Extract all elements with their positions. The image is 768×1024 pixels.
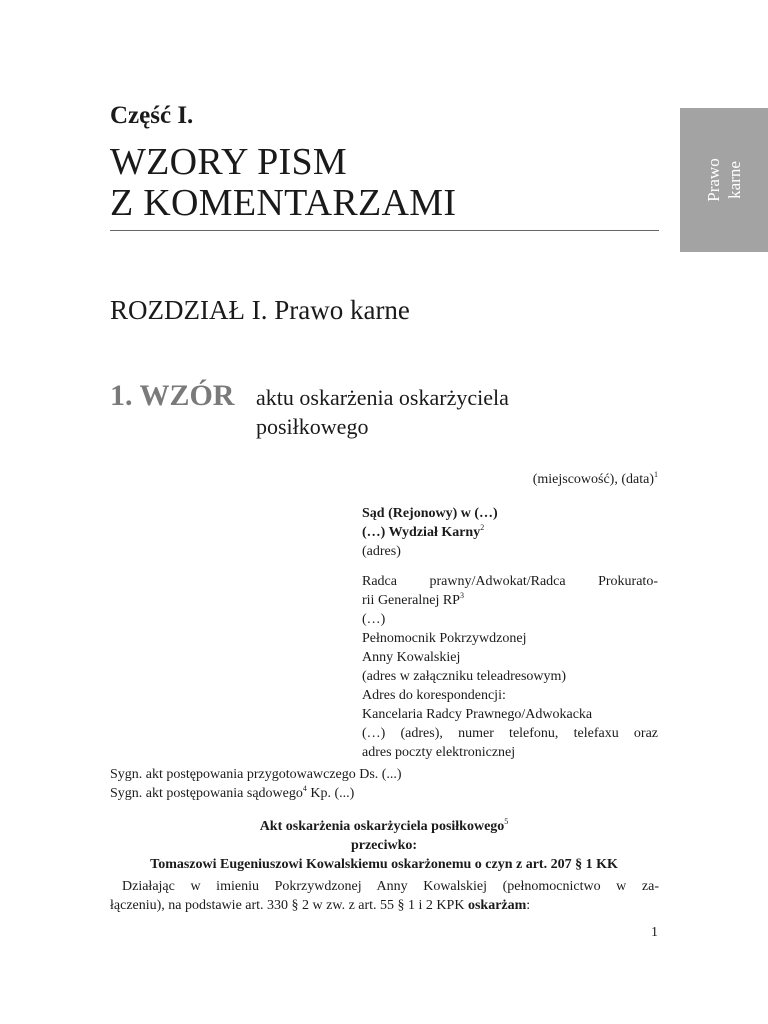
body-paragraph (110, 877, 659, 915)
chapter-heading: ROZDZIAŁ I. Prawo karne (110, 295, 410, 325)
attorney-line-9: (…) (adres), numer telefonu, telefaxu oraz (362, 726, 658, 741)
signature-court-text-b: Kp. (...) (306, 786, 355, 801)
attorney-line-3: (…) (362, 612, 386, 627)
attorney-line-5: Anny Kowalskiej (362, 650, 461, 665)
signature-preparatory: Sygn. akt postępowania przygotowawczego Ds. (...) (110, 767, 402, 782)
indictment-heading (100, 817, 668, 874)
court-division-text: (…) Wydział Karny (362, 525, 481, 540)
indictment-against: przeciwko: (350, 838, 418, 853)
attorney-line-8: Kancelaria Radcy Prawnego/Adwokacka (362, 707, 593, 722)
template-title (256, 383, 656, 441)
attorney-line-1: Radca prawny/Adwokat/Radca Prokurato- (362, 574, 658, 589)
footnote-ref-3: 3 (459, 591, 464, 600)
attorney-block (362, 572, 658, 762)
attorney-line-6: (adres w załączniku teleadresowym) (362, 669, 567, 684)
section-tab-line-1: Prawo (704, 158, 723, 202)
section-tab-label (680, 108, 768, 252)
court-address-block (362, 504, 658, 561)
indictment-title (100, 817, 668, 836)
court-division (362, 523, 658, 542)
signature-court (110, 784, 660, 803)
place-date (400, 470, 658, 489)
paragraph-line-2-text: łączeniu), na podstawie art. 330 § 2 w zw. z art. 55 § 1 i 2 KPK (110, 898, 468, 913)
paragraph-line-1: Działając w imieniu Pokrzywdzonej Anny Kowalskiej (pełnomocnictwo w za- (122, 879, 659, 894)
footnote-ref-4: 4 (302, 784, 307, 793)
attorney-line-7: Adres do korespondencji: (362, 688, 506, 703)
template-number: 1. WZÓR (110, 379, 235, 412)
court-name: Sąd (Rejonowy) w (…) (362, 506, 498, 521)
attorney-line-2 (362, 591, 658, 610)
court-address: (adres) (362, 544, 401, 559)
signature-court-text-a: Sygn. akt postępowania sądowego (110, 786, 303, 801)
place-date-text: (miejscowość), (data) (532, 472, 654, 487)
attorney-line-4: Pełnomocnik Pokrzywdzonej (362, 631, 527, 646)
part-label: Część I. (110, 102, 194, 129)
main-title-line-2: Z KOMENTARZAMI (110, 182, 457, 224)
main-title (110, 142, 456, 224)
indictment-defendant: Tomaszowi Eugeniuszowi Kowalskiemu oskarżonemu o czyn z art. 207 § 1 KK (150, 857, 618, 872)
section-tab (680, 108, 768, 252)
section-tab-line-2: karne (725, 161, 744, 199)
template-title-line-1: aktu oskarżenia oskarżyciela (256, 385, 509, 410)
title-divider (110, 230, 659, 231)
page-number: 1 (651, 925, 658, 940)
footnote-ref-5: 5 (504, 817, 509, 826)
paragraph-line-2-bold: oskarżam (467, 898, 527, 913)
main-title-line-1: WZORY PISM (110, 141, 348, 183)
indictment-title-text: Akt oskarżenia oskarżyciela posiłkowego (259, 819, 505, 834)
attorney-line-2-text: rii Generalnej RP (362, 593, 460, 608)
footnote-ref-1: 1 (654, 470, 658, 479)
attorney-line-10: adres poczty elektronicznej (362, 745, 516, 760)
template-title-line-2: posiłkowego (256, 414, 369, 439)
paragraph-line-2 (110, 896, 659, 915)
footnote-ref-2: 2 (480, 523, 485, 532)
case-signatures (110, 765, 660, 803)
paragraph-line-2-end: : (526, 898, 531, 913)
